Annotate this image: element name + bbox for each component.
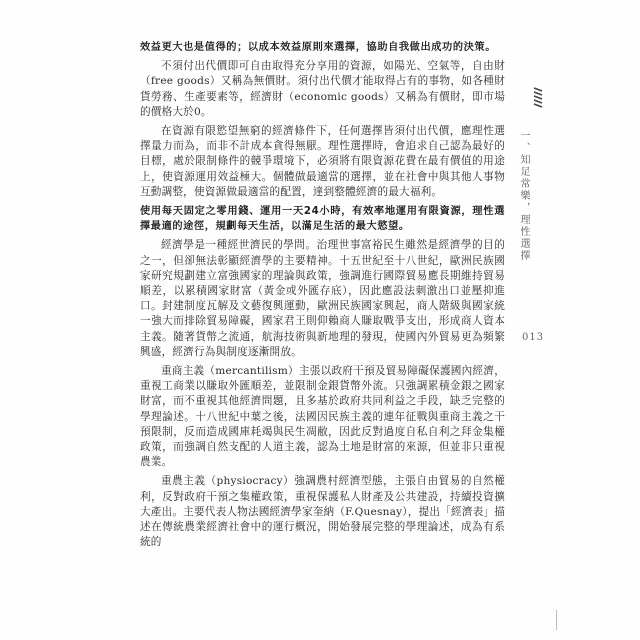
paragraph-physiocracy: 重農主義（physiocracy）強調農村經濟型態，主張自由貿易的自然權利，反對政府干預之集權政策，重視保護私人財產及公共建設，持續投資擴大產出。主要代表人物法國經濟學家奎納（F.Quesnay），提出「經濟表」描述在傳統農業經濟社會中的運行概況，開始發展完整的學理論述，成為有系統的 [140,475,505,549]
chapter-ornament-icon [532,86,544,108]
page-edge-divider [556,610,557,630]
paragraph-economics-intro: 經濟學是一種經世濟民的學問。治理世事富裕民生雖然是經濟學的目的之一，但卻無法彰顯經濟學的主要精神。十五世紀至十八世紀，歐洲民族國家研究規劃建立富強國家的理論與政策，強調進行國際貿易應長期維持貿易順差，以累積國家財富（黃金或外匯存底），因此應設法刺激出口並壓抑進口。封建制度瓦解及文藝復興運動，歐洲民族國家興起，商人階級與國家統一強大而排除貿易障礙，國家君王則仰賴商人賺取戰爭支出，形成商人資本主義。隨著貨幣之流通，航海技術與新地理的發現，使國內外貿易更為頻繁興盛，經濟行為與制度逐漸開放。 [140,239,505,358]
paragraph-rational-choice: 在資源有限慾望無窮的經濟條件下，任何選擇皆須付出代價，應理性選擇量力而為，而非不計成本貪得無厭。理性選擇時，會追求自己認為最好的目標，處於限制條件的競爭環境下，必須將有限資源花費在最有價值的用途上，使資源運用效益極大。個體做最適當的選擇，並在社會中與其他人事物互動調整，使資源做最適當的配置，達到整體經濟的最大福利。 [140,125,505,198]
paragraph-mercantilism: 重商主義（mercantilism）主張以政府干預及貿易障礙保護國內經濟，重視工商業以賺取外匯順差，並限制金銀貨幣外流。只強調累積金銀之國家財富，而不重視其他經濟問題，且多基於政府共同利益之手段，缺乏完整的學理論述。十八世紀中葉之後，法國因民族主義的連年征戰與重商主義之干預限制，反而造成國庫耗竭與民生凋敝，因此反對過度自私自利之拜金集權政策，而強調自然支配的人道主義，認為土地是財富的來源，但並非只重視農業。 [140,365,505,469]
running-chapter-title: 一、知足常樂，理性選擇 [518,130,529,262]
emphasis-paragraph: 使用每天固定之零用錢、運用一天24小時，有效率地運用有限資源，理性選擇最適的途徑，規劃每天生活，以滿足生活的最大慾望。 [140,206,505,233]
emphasis-paragraph: 效益更大也是值得的；以成本效益原則來選擇，協助自我做出成功的決策。 [140,42,496,53]
body-text [140,40,505,555]
paragraph-free-goods: 不須付出代價即可自由取得充分享用的資源，如陽光、空氣等，自由財（free goods）又稱為無價財。須付出代價才能取得占有的事物，如各種財貨勞務、生產要素等，經濟財（economic goods）又稱為有價財，即市場的價格大於0。 [140,60,505,118]
page-number: 013 [522,332,545,343]
